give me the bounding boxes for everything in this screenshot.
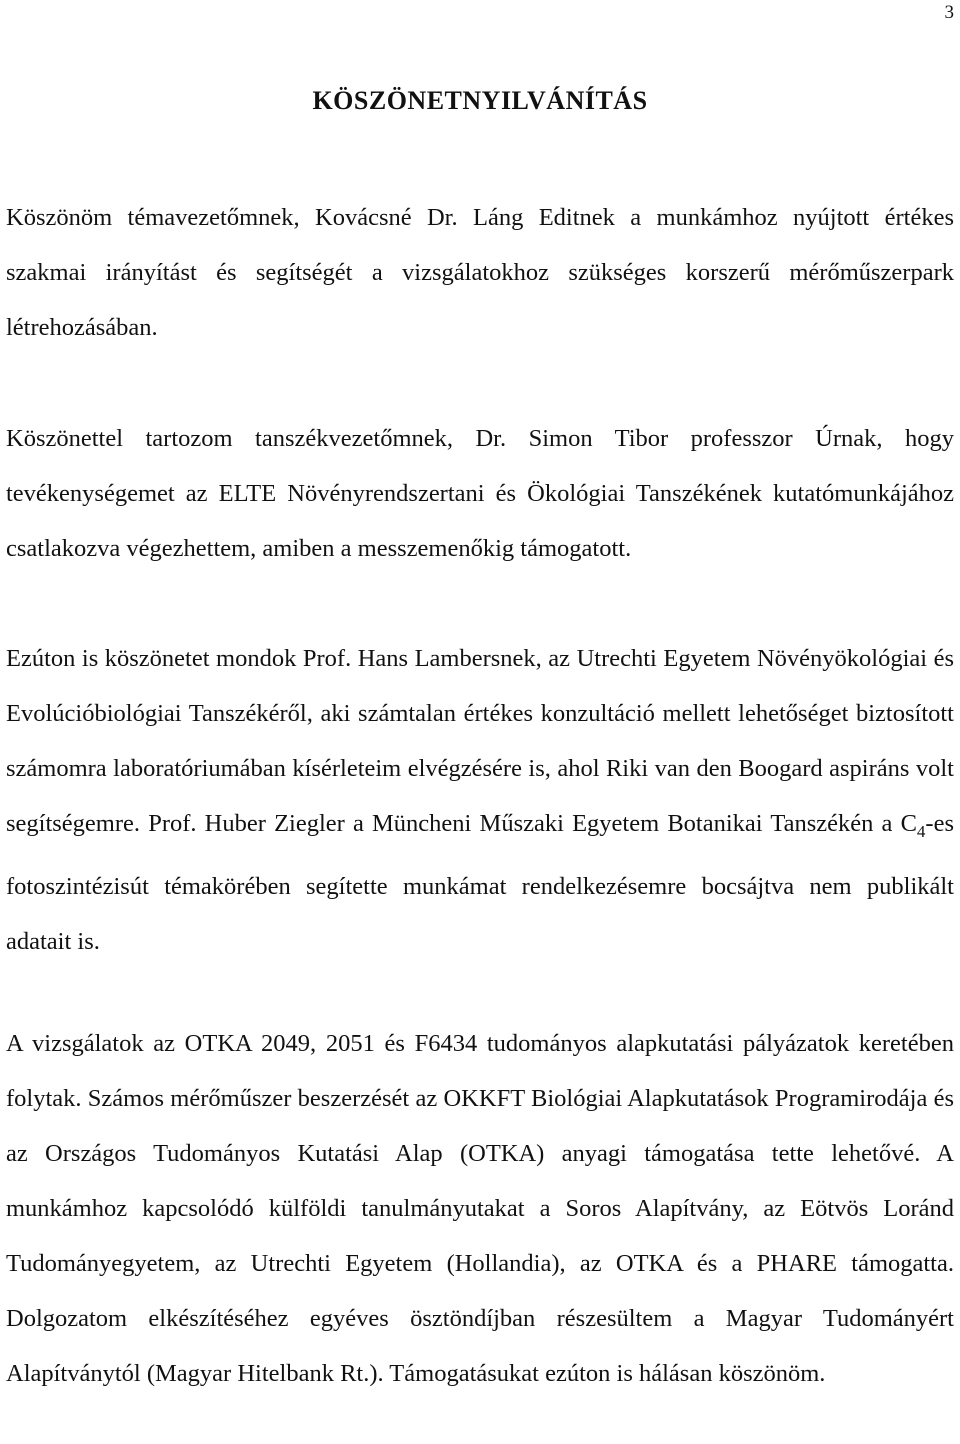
paragraph-department-head-thanks: Köszönettel tartozom tanszékvezetőmnek, Dr. Simon Tibor professzor Úrnak, hogy tevékenységemet az ELTE Növényrendszertani és Ökológiai Tanszékének kutatómunkájához csatlakozva végezhettem, amiben a messzemenőkig támogatott. [6, 425, 954, 562]
paragraph-text-part: Ezúton is köszönetet mondok Prof. Hans Lambersnek, az Utrechti Egyetem Növényökológiai és Evolúcióbiológiai Tanszékéről, aki számtalan értékes konzultáció mellett lehetőséget biztosított számomra laboratóriumában kísérleteim elvégzésére is, ahol Riki van den Boogard aspiráns volt segítségemre. Prof. Huber Ziegler a Müncheni Műszaki Egyetem Botanikai Tanszékén a C [6, 645, 954, 837]
paragraph-supervisor-thanks: Köszönöm témavezetőmnek, Kovácsné Dr. Láng Editnek a munkámhoz nyújtott értékes szakmai irányítást és segítségét a vizsgálatokhoz szükséges korszerű mérőműszerpark létrehozásában. [6, 204, 954, 341]
page-title: KÖSZÖNETNYILVÁNÍTÁS [312, 86, 648, 115]
paragraph-text-part: -es fotoszintézisút témakörében segítette munkámat rendelkezésemre bocsájtva nem publikált adatait is. [6, 810, 954, 955]
paragraph-international-thanks [6, 631, 954, 969]
subscript: 4 [916, 822, 926, 841]
page-number: 3 [944, 2, 954, 23]
paragraph-funding-thanks: A vizsgálatok az OTKA 2049, 2051 és F6434 tudományos alapkutatási pályázatok keretében folytak. Számos mérőműszer beszerzését az OKKFT Biológiai Alapkutatások Programirodája és az Országos Tudományos Kutatási Alap (OTKA) anyagi támogatása tette lehetővé. A munkámhoz kapcsolódó külföldi tanulmányutakat a Soros Alapítvány, az Eötvös Loránd Tudományegyetem, az Utrechti Egyetem (Hollandia), az OTKA és a PHARE támogatta. Dolgozatom elkészítéséhez egyéves ösztöndíjban részesültem a Magyar Tudományért Alapítványtól (Magyar Hitelbank Rt.). Támogatásukat ezúton is hálásan köszönöm. [6, 1030, 954, 1387]
